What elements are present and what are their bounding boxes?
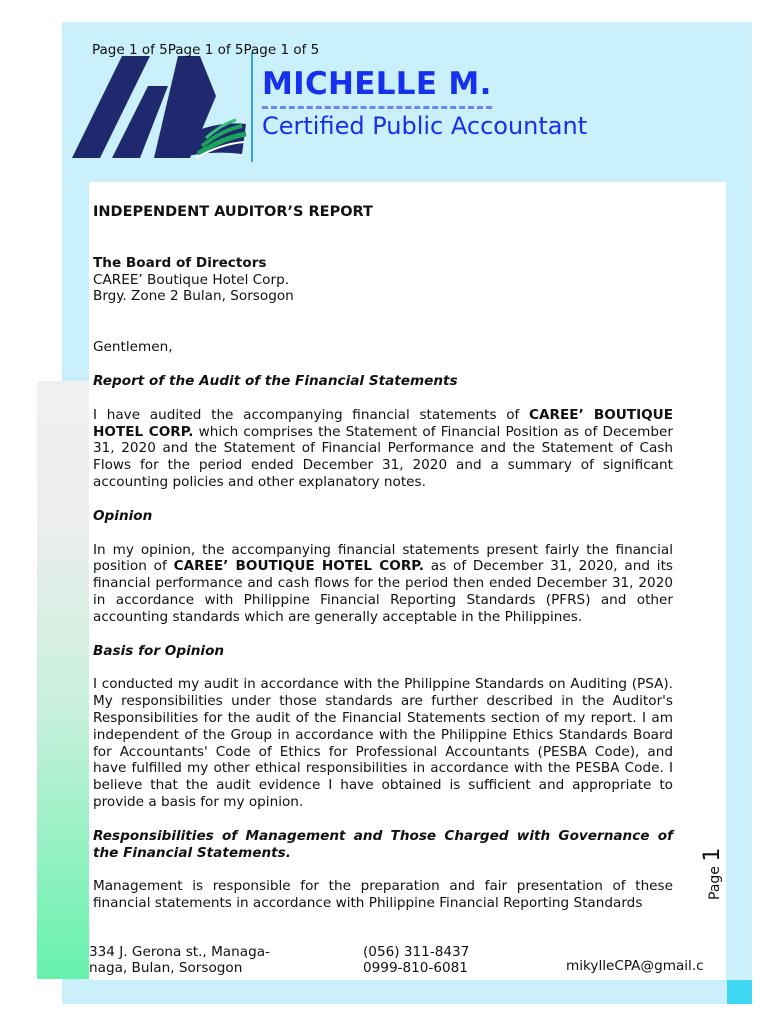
footer-address: 334 J. Gerona st., Managa- naga, Bulan, Sorsogon [89, 944, 270, 976]
footer-email: mikylleCPA@gmail.c [566, 958, 704, 974]
company-name: CAREE’ Boutique Hotel Corp. [93, 271, 290, 288]
paragraph-scope: I have audited the accompanying financial statements of CAREE’ BOUTIQUE HOTEL CORP. which comprises the Statement of Financial Position as of December 31, 2020 and the Statement of Financial Performance and the Statement of Cash Flows for the period ended December 31, 2020 and a summary of significant accounting policies and other explanatory notes. [93, 406, 674, 490]
paragraph-responsibilities: Management is responsible for the preparation and fair presentation of these financial statements in accordance with Philippine Financial Reporting Standards [93, 878, 673, 912]
company-address: Brgy. Zone 2 Bulan, Sorsogon [93, 288, 294, 305]
accountant-title: Certified Public Accountant [262, 112, 588, 140]
section-heading-opinion: Opinion [93, 507, 153, 524]
section-heading-basis: Basis for Opinion [93, 642, 225, 659]
side-page-label: Page [707, 866, 723, 900]
page-number-header: Page 1 of 5Page 1 of 5Page 1 of 5 [92, 42, 320, 58]
section-heading-responsibilities: Responsibilities of Management and Those Charged with Governance of the Financial Statements. [93, 827, 673, 861]
side-gradient-bar [37, 381, 89, 979]
letter-content [93, 200, 673, 912]
logo-divider [251, 52, 253, 162]
addressee: The Board of Directors [93, 254, 267, 271]
accountant-name: MICHELLE M. [262, 66, 492, 102]
firm-logo [70, 50, 250, 165]
section-heading-report: Report of the Audit of the Financial Statements [93, 372, 458, 389]
footer-phones: (056) 311-8437 0999-810-6081 [363, 944, 470, 976]
side-page-digit: 1 [700, 847, 725, 862]
paragraph-basis: I conducted my audit in accordance with the Philippine Standards on Auditing (PSA). My responsibilities under those standards are further described in the Auditor's Responsibilities for the audit of the Financial Statements section of my report. I am independent of the Group in accordance with the Philippine Ethics Standards Board for Accountants' Code of Ethics for Professional Accountants (PESBA Code), and have fulfilled my other ethical responsibilities in accordance with the PESBA Code. I believe that the audit evidence I have obtained is sufficient and appropriate to provide a basis for my opinion. [93, 676, 673, 810]
corner-accent [727, 980, 752, 1004]
report-title: INDEPENDENT AUDITOR’S REPORT [93, 204, 373, 220]
salutation: Gentlemen, [93, 339, 173, 356]
paragraph-opinion: In my opinion, the accompanying financial statements present fairly the financial position of CAREE’ BOUTIQUE HOTEL CORP. as of December 31, 2020, and its financial performance and cash flows for the period then ended December 31, 2020 in accordance with Philippine Financial Reporting Standards (PFRS) and other accounting standards which are generally acceptable in the Philippines. [93, 541, 673, 625]
side-page-number [700, 848, 725, 900]
